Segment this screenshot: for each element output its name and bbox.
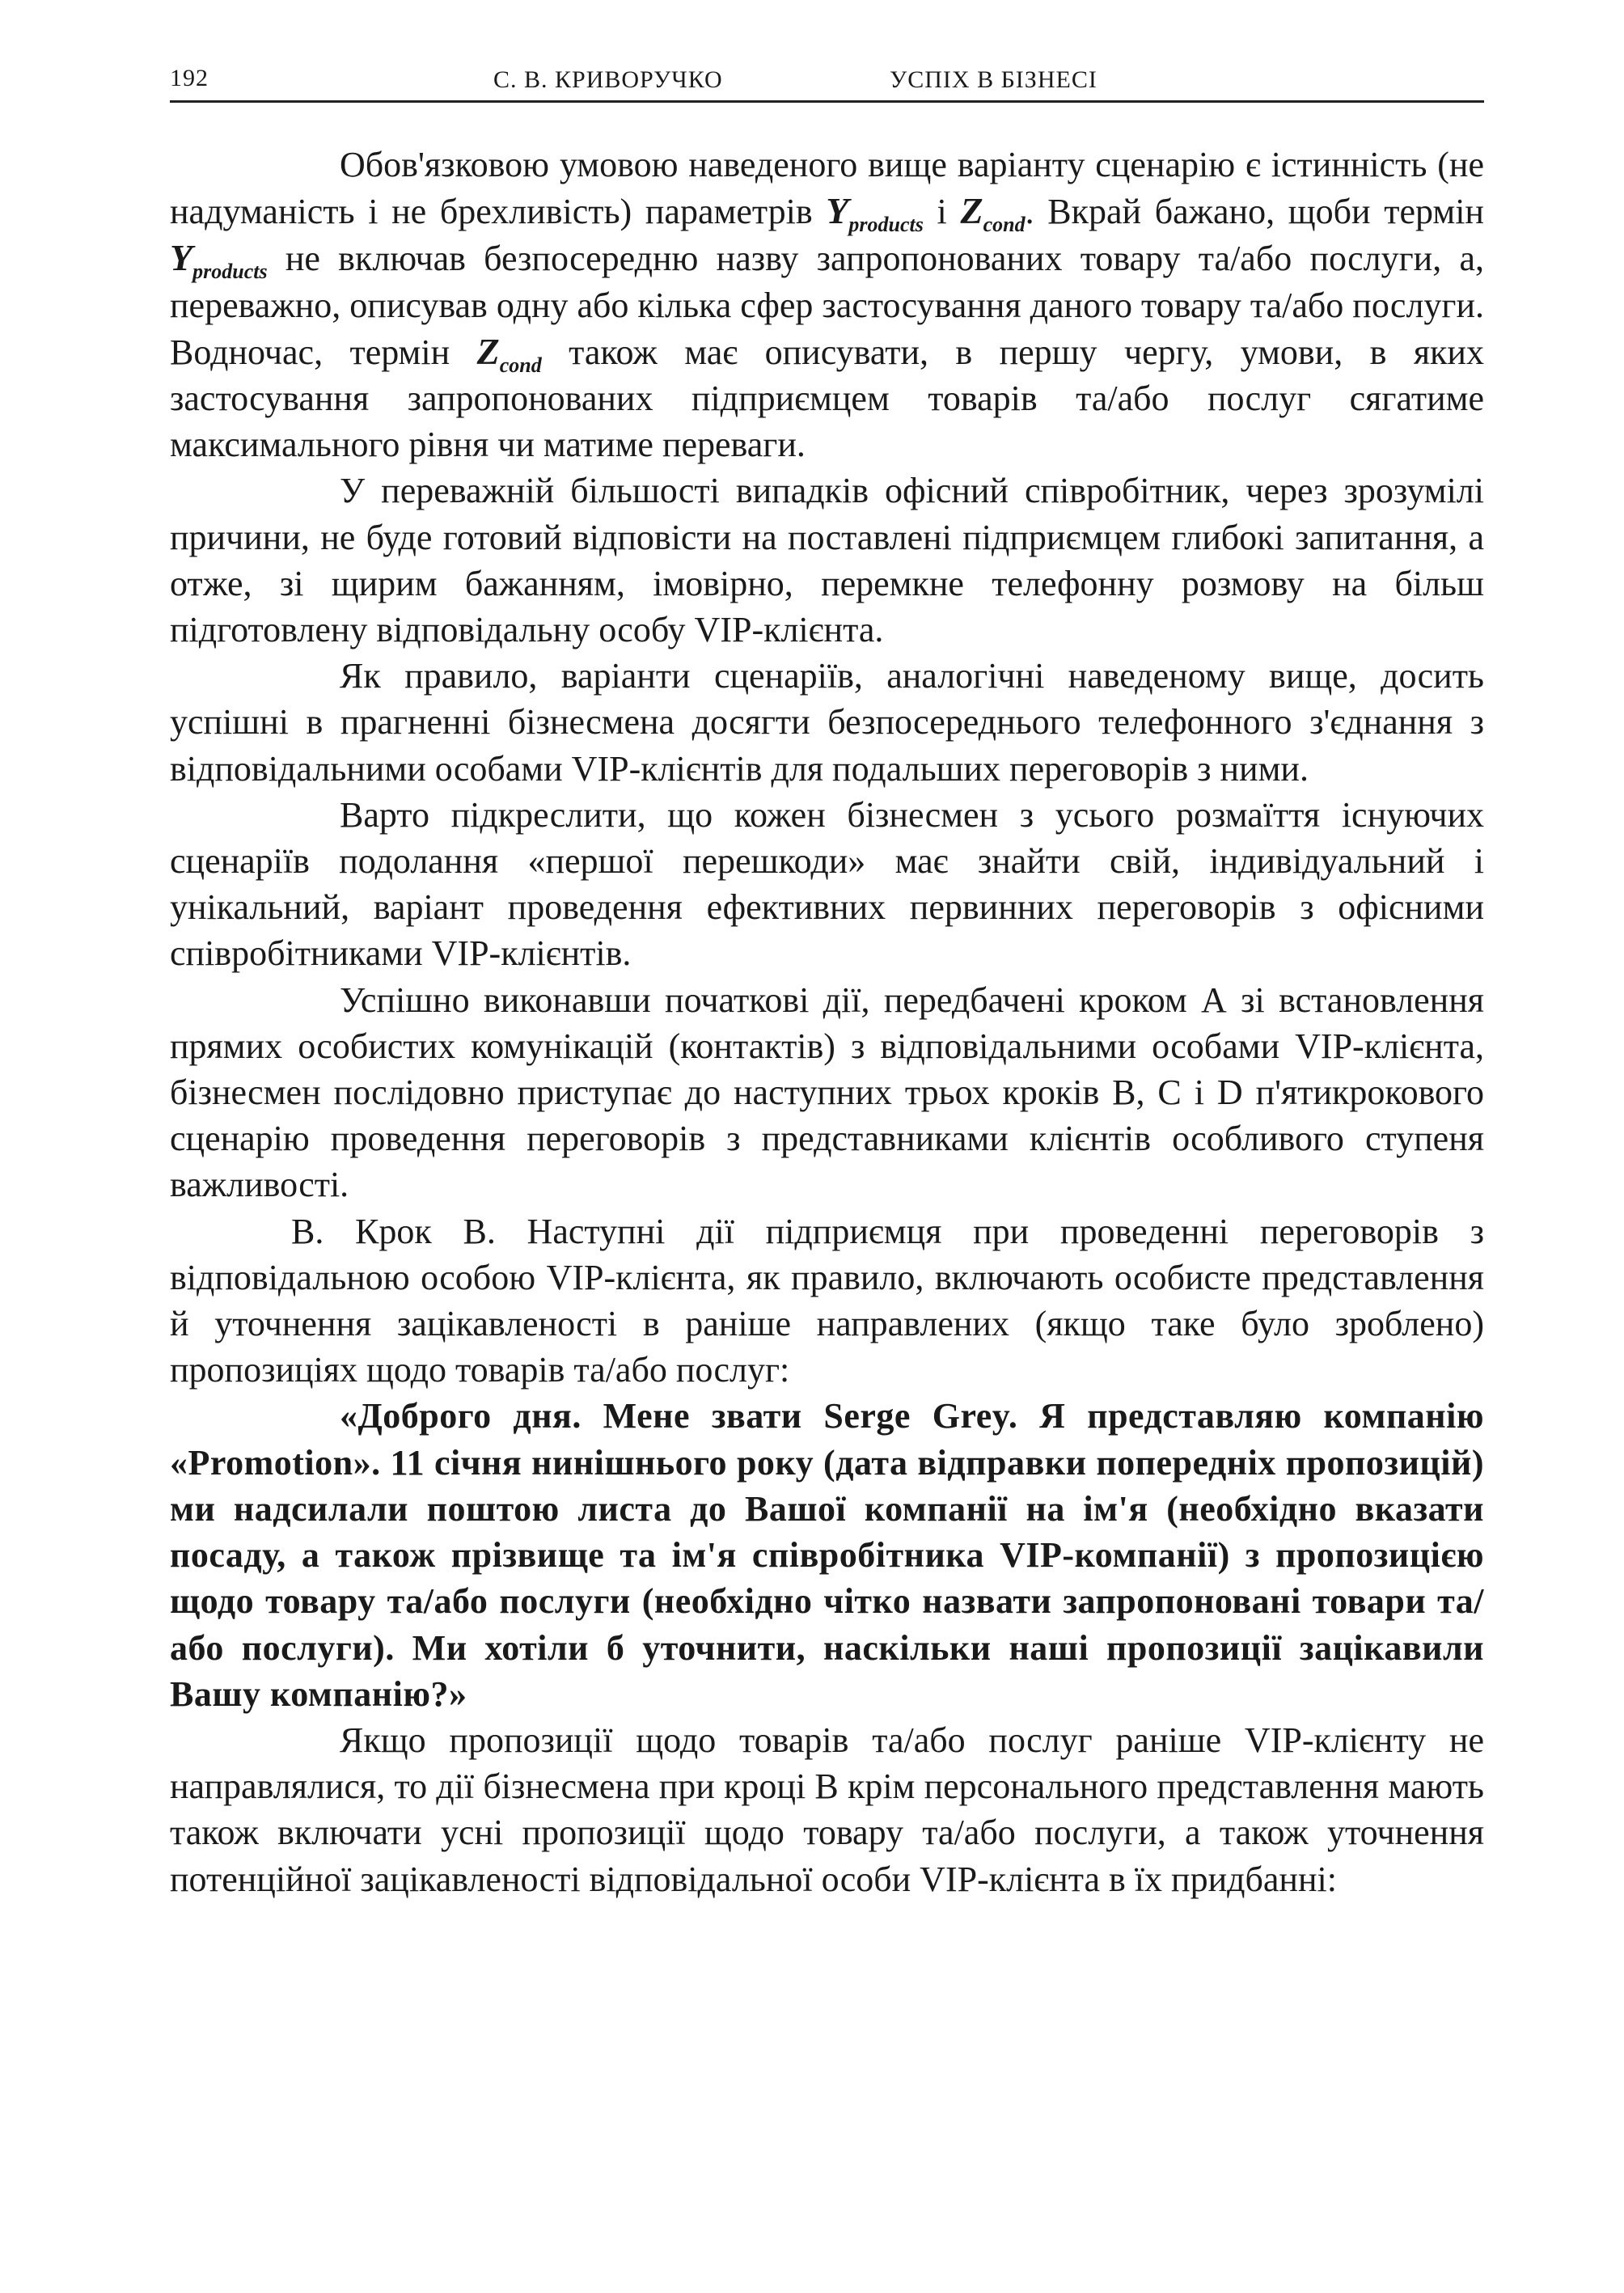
variable-z-cond: $Z_{cond}$: [476, 330, 542, 377]
paragraph-office-employee: У переважній більшості випадків офісний співробітник, через зрозумілі причини, не буде готовий відповісти на поставлені підприємцем глибокі запитання, а отже, зі щирим бажанням, імовірно, перемкне телефонну розмову на більш підготовлену відповідальну особу VIP-клієнта.: [170, 471, 1484, 650]
paragraph-text: Обов'язковою умовою наведеного вище варіанту сценарію є істинність (не надуманість і не брехливість) параметрів: [170, 145, 1484, 232]
header-book-title: УСПІХ В БІЗНЕСІ: [890, 66, 1097, 93]
variable-y-products: $Y_{products}$: [826, 190, 924, 237]
paragraph-step-b: B. Крок B. Наступні дії підприємця при проведенні переговорів з відповідальною особою VIP-клієнта, як правило, включають особисте представлення й уточнення зацікавленості в раніше направлених (якщо таке було зроблено) пропозиціях щодо товарів та/або послуг:: [170, 1211, 1484, 1390]
paragraph-first-obstacle: Варто підкреслити, що кожен бізнесмен з усього розмаїття існуючих сценаріїв подолання «першої перешкоди» має знайти свій, індивідуальний і унікальний, варіант проведення ефективних первинних переговорів з офісними співробітниками VIP-клієнтів.: [170, 794, 1484, 974]
variable-z-cond: $Z_{cond}$: [960, 190, 1026, 237]
paragraph-scenario-condition: Обов'язковою умовою наведеного вище варіанту сценарію є істинність (не надуманість і не брехливість) параметрів $Y_{products}$ і $Z_{cond}$. Вкрай бажано, щоби термін $Y_{products}$ не включав безпосередню назву запропонованих товару та/або послуги, а, переважно, описував одну або кілька сфер застосування даного товару та/або послуги. Водночас, термін $Z_{cond}$ також має описувати, в першу чергу, умови, в яких застосування запропонованих підприємцем товарів та/або послуг сягатиме максимального рівня чи матиме переваги.: [170, 145, 1484, 465]
header-author: С. В. КРИВОРУЧКО: [493, 66, 723, 93]
running-header: [170, 57, 1484, 103]
paragraph-oral-proposals: Якщо пропозиції щодо товарів та/або послуг раніше VIP-клієнту не направлялися, то дії бізнесмена при кроці B крім персонального представлення мають також включати усні пропозиції щодо товару та/або послуги, а також уточнення потенційної зацікавленості відповідальної особи VIP-клієнта в їх придбанні:: [170, 1720, 1484, 1899]
paragraph-scenario-variants: Як правило, варіанти сценаріїв, аналогічні наведеному вище, досить успішні в прагненні бізнесмена досягти безпосереднього телефонного з'єднання з відповідальними особами VIP-клієнтів для подальших переговорів з ними.: [170, 656, 1484, 789]
page-body: [170, 142, 1484, 1902]
variable-y-products: $Y_{products}$: [170, 237, 268, 284]
page-number: 192: [170, 65, 209, 91]
book-page: [170, 57, 1484, 1902]
paragraph-next-steps: Успішно виконавши початкові дії, передбачені кроком А зі встановлення прямих особистих комунікацій (контактів) з відповідальними особами VIP-клієнта, бізнесмен послідовно приступає до наступних трьох кроків B, C і D п'ятикрокового сценарію проведення переговорів з представниками клієнтів особливого ступеня важливості.: [170, 979, 1484, 1205]
paragraph-script-quote: «Доброго дня. Мене звати Serge Grey. Я представляю компанію «Promotion». 11 січня нинішнього року (дата відправки попередніх пропозицій) ми надсилали поштою листа до Вашої компанії на ім'я (необхідно вказати посаду, а також прізвище та ім'я співробітника VIP-компанії) з пропозицією щодо товару та/або послуги (необхідно чітко назвати запропоновані товари та/або послуги). Ми хотіли б уточнити, наскільки наші пропозиції зацікавили Вашу компанію?»: [170, 1396, 1484, 1714]
